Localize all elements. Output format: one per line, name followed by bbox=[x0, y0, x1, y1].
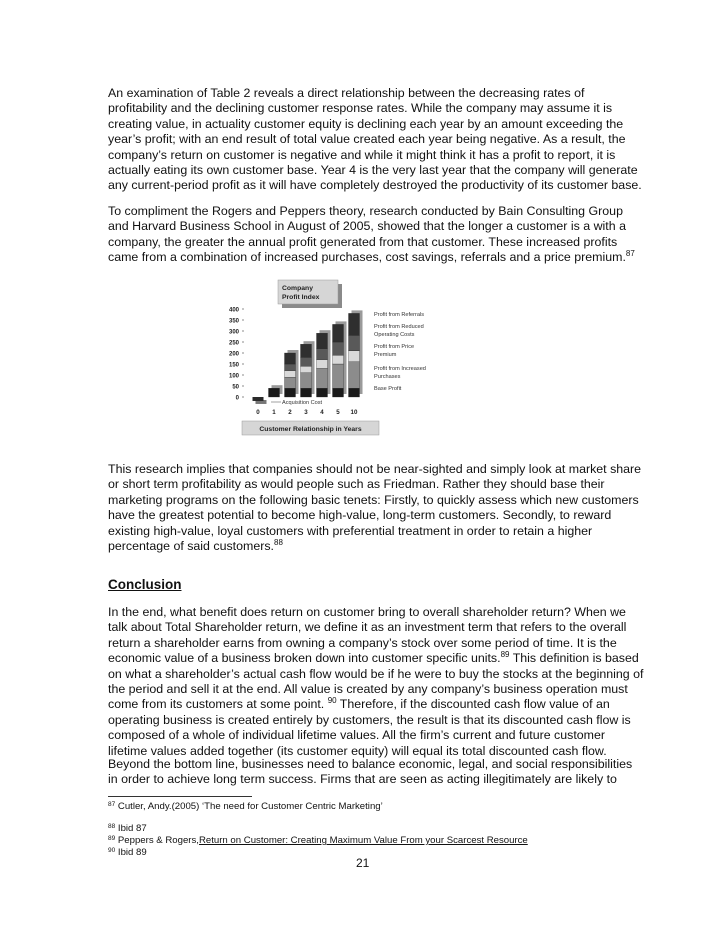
legend-entry: Profit from Referrals bbox=[374, 312, 425, 318]
text-line: company, the greater the annual profit generated from that customer. These increased profits bbox=[108, 234, 618, 249]
footnote-88 bbox=[108, 823, 147, 835]
text-line: and Harvard Business School in August of 2005, showed that the longer a customer is a with a bbox=[108, 219, 626, 234]
text-line: This research implies that companies should not be near-sighted and simply look at market share bbox=[108, 462, 642, 476]
y-tick-label: 300 bbox=[228, 329, 239, 336]
conclusion-heading: Conclusion bbox=[108, 577, 182, 592]
bar-segment bbox=[317, 333, 328, 348]
y-tick-label: 250 bbox=[228, 340, 239, 347]
legend-entry: Profit from Increased bbox=[374, 366, 426, 372]
bar-segment bbox=[349, 388, 360, 397]
footnote-ref-89[interactable]: 89 bbox=[500, 650, 510, 660]
acquisition-cost-label: Acquisition Cost bbox=[282, 400, 323, 406]
y-tick-label: 400 bbox=[228, 307, 239, 314]
text-line bbox=[108, 697, 628, 712]
bar-segment bbox=[285, 353, 296, 364]
footnote-text: Ibid 89 bbox=[117, 847, 147, 858]
y-tick-label: 200 bbox=[228, 351, 239, 358]
legend-entry: Profit from Reduced bbox=[374, 324, 424, 330]
bar-segment bbox=[269, 388, 280, 397]
footnote-text: Peppers & Rogers, bbox=[117, 835, 199, 846]
bar-segment bbox=[301, 344, 312, 357]
bar-segment bbox=[333, 364, 344, 388]
footnote-ref-90[interactable]: 90 bbox=[327, 696, 337, 706]
text-line-content: come from its customers at some point. bbox=[108, 697, 325, 712]
text-line: In the end, what benefit does return on customer bring to overall shareholder return? When we bbox=[108, 605, 626, 619]
legend-entry: Premium bbox=[374, 352, 397, 358]
legend-entry: Purchases bbox=[374, 374, 401, 380]
text-line-content: came from a combination of increased purchases, cost savings, referrals and a price premium. bbox=[108, 250, 626, 265]
x-tick-label: 4 bbox=[320, 409, 324, 416]
text-line: operating business is created entirely by customers, the result is that its discounted cash flow is bbox=[108, 712, 631, 727]
footnote-90 bbox=[108, 847, 147, 859]
footnote-text: Ibid 87 bbox=[117, 823, 147, 834]
chart-title-line: Profit Index bbox=[282, 294, 320, 301]
legend-entry: Operating Costs bbox=[374, 332, 415, 338]
bar-segment bbox=[349, 351, 360, 362]
y-tick-label: 50 bbox=[232, 384, 239, 391]
acquisition-cost-bar bbox=[253, 397, 264, 401]
legend-entry: Profit from Price bbox=[374, 344, 415, 350]
bar-segment bbox=[317, 360, 328, 369]
x-tick-label: 0 bbox=[256, 409, 260, 416]
text-line-content: percentage of said customers. bbox=[108, 539, 274, 554]
company-profit-index-chart bbox=[225, 276, 465, 444]
x-axis-label: Customer Relationship in Years bbox=[259, 426, 362, 433]
footnote-89 bbox=[108, 835, 528, 847]
text-line: company’s return on customer is negative and while it might think it has a profit to report, it is bbox=[108, 147, 616, 162]
text-line: on what a shareholder’s actual cash flow would be if he were to buy the stocks at the beginning of bbox=[108, 666, 644, 681]
text-line bbox=[108, 539, 628, 554]
bar-segment bbox=[285, 371, 296, 378]
text-line: An examination of Table 2 reveals a direct relationship between the decreasing rates of bbox=[108, 86, 585, 100]
text-line-tail: Therefore, if the discounted cash flow value of an bbox=[336, 697, 610, 712]
text-line: creating value, in actuality customer equity is declining each year by an amount exceeding the bbox=[108, 116, 624, 131]
paragraph-research-implications bbox=[108, 462, 642, 554]
chart-title-line: Company bbox=[282, 285, 313, 292]
text-line: have the greatest potential to become high-value, long-term customers. Secondly, to reward bbox=[108, 508, 612, 523]
bar-segment bbox=[349, 335, 360, 350]
bar-segment bbox=[301, 366, 312, 373]
footnote-number: 89 bbox=[108, 835, 116, 842]
footnote-number: 88 bbox=[108, 823, 116, 830]
text-line-content: economic value of a business broken down into customer specific units. bbox=[108, 651, 501, 666]
bar-segment bbox=[301, 357, 312, 366]
y-tick-label: 150 bbox=[228, 362, 239, 369]
bar-segment bbox=[333, 355, 344, 364]
text-line: return a shareholder earns from owning a company’s stock over some period of time. It is the bbox=[108, 635, 617, 650]
bar-segment bbox=[333, 342, 344, 355]
bar-segment bbox=[285, 364, 296, 371]
text-line: actually eating its own customer base. Year 4 is the very last year that the company will generate bbox=[108, 163, 638, 178]
footnote-separator bbox=[108, 796, 252, 797]
text-line: or short term profitability as would people such as Friedman. Rather they should base their bbox=[108, 477, 605, 492]
y-tick-label: 0 bbox=[235, 395, 239, 402]
footnote-87 bbox=[108, 801, 383, 813]
bar-segment bbox=[317, 349, 328, 360]
paragraph-beyond-bottom-line bbox=[108, 757, 633, 788]
text-line: To compliment the Rogers and Peppers theory, research conducted by Bain Consulting Group bbox=[108, 204, 623, 218]
footnote-text: Cutler, Andy.(2005) ‘The need for Customer Centric Marketing’ bbox=[117, 801, 383, 812]
legend-entry: Base Profit bbox=[374, 386, 402, 392]
bar-segment bbox=[285, 377, 296, 388]
text-line: marketing programs on the following basic tenets: Firstly, to quickly assess which new customers bbox=[108, 492, 639, 507]
text-line: year’s profit; with an end result of total value created each year being negative. As a result, the bbox=[108, 132, 626, 147]
text-line: composed of a whole of individual lifetime values. All the firm’s current and future customer bbox=[108, 728, 606, 743]
paragraph-bain-research bbox=[108, 204, 635, 266]
text-line: Beyond the bottom line, businesses need to balance economic, legal, and social responsibilities bbox=[108, 757, 633, 771]
text-line: in order to achieve long term success. Firms that are seen as acting illegitimately are likely to bbox=[108, 772, 617, 787]
bar-segment bbox=[317, 388, 328, 397]
text-line: lifetime values added together (its customer equity) will equal its total discounted cash flow. bbox=[108, 743, 607, 758]
bar-segment bbox=[301, 388, 312, 397]
x-tick-label: 5 bbox=[336, 409, 340, 416]
footnote-ref-88[interactable]: 88 bbox=[274, 538, 283, 548]
bar-segment bbox=[333, 324, 344, 342]
footnote-ref-87[interactable]: 87 bbox=[625, 249, 635, 259]
text-line bbox=[108, 249, 635, 265]
x-tick-label: 10 bbox=[350, 409, 358, 416]
text-line bbox=[108, 650, 639, 666]
paragraph-conclusion bbox=[108, 605, 644, 759]
x-tick-label: 1 bbox=[272, 409, 276, 416]
y-tick-label: 100 bbox=[228, 373, 239, 380]
footnote-book-title-link[interactable]: Return on Customer: Creating Maximum Value From your Scarcest Resource bbox=[198, 835, 528, 846]
text-line: existing high-value, loyal customers with preferential treatment in order to retain a higher bbox=[108, 523, 593, 538]
x-tick-label: 3 bbox=[304, 409, 308, 416]
bar-segment bbox=[349, 313, 360, 335]
text-line: any current-period profit as it will have completely destroyed the productivity of its customer base. bbox=[108, 178, 642, 193]
text-line: talk about Total Shareholder return, we define it as an investment term that refers to the overall bbox=[108, 620, 627, 635]
page-number: 21 bbox=[356, 856, 370, 870]
bar-segment bbox=[301, 373, 312, 388]
text-line: the period and sell it at the end. All value is created by any company’s business operation must bbox=[108, 682, 628, 697]
x-tick-label: 2 bbox=[288, 409, 292, 416]
y-tick-label: 350 bbox=[228, 318, 239, 325]
bar-segment bbox=[333, 388, 344, 397]
paragraph-table2-analysis bbox=[108, 86, 642, 194]
bar-segment bbox=[317, 368, 328, 388]
bar-segment bbox=[349, 362, 360, 388]
text-line: profitability and the declining customer response rates. While the company may assume it is bbox=[108, 101, 613, 116]
bar-segment bbox=[285, 388, 296, 397]
footnote-number: 90 bbox=[108, 847, 116, 854]
text-line-tail: This definition is based bbox=[509, 651, 639, 666]
footnote-number: 87 bbox=[108, 801, 116, 808]
